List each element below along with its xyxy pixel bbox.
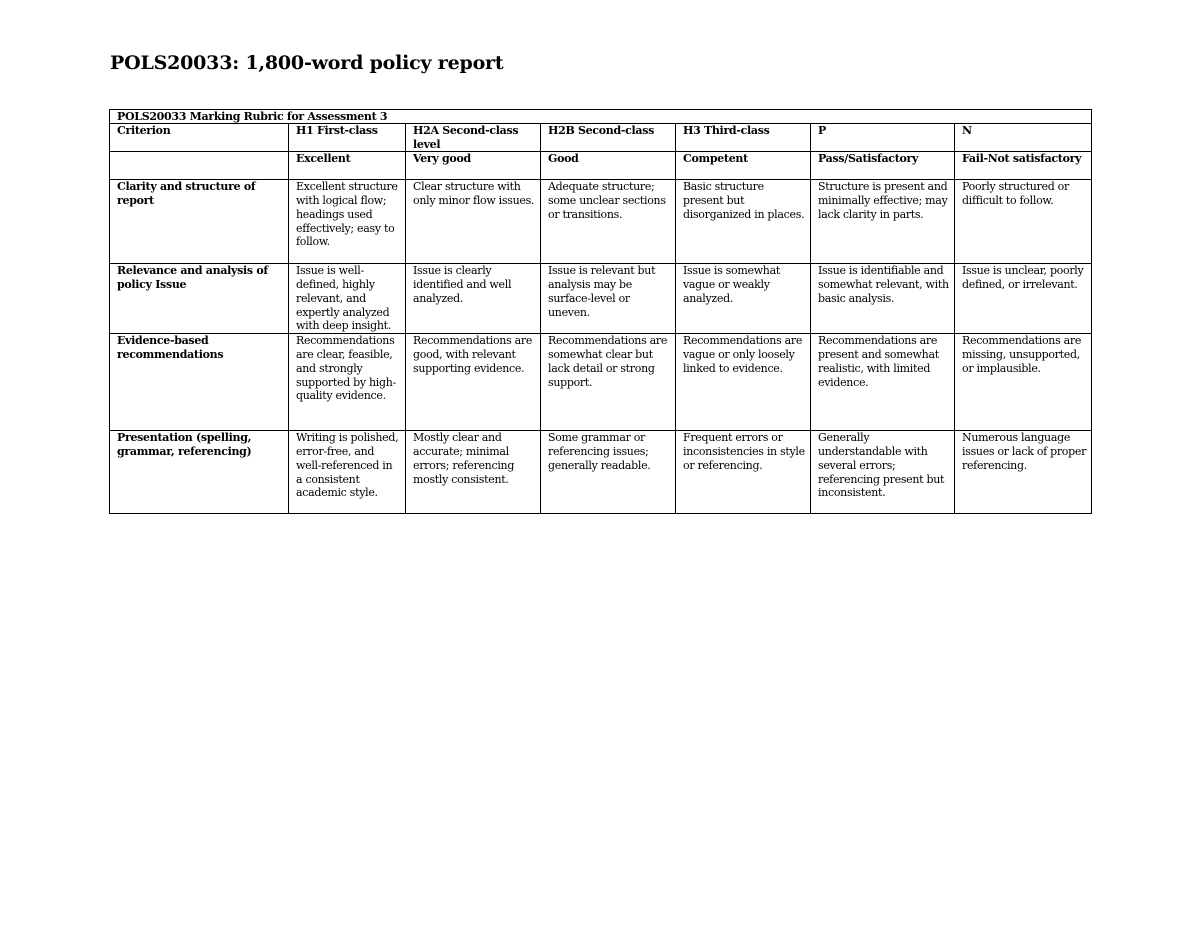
rubric-row-relevance	[110, 264, 1092, 334]
rubric-row-evidence	[110, 334, 1092, 431]
subheader-h3: Competent	[676, 152, 811, 180]
rubric-cell-h2a: Clear structure with only minor flow issues.	[406, 180, 541, 264]
page-title: POLS20033: 1,800-word policy report	[110, 52, 504, 74]
rubric-cell-n: Issue is unclear, poorly defined, or irrelevant.	[955, 264, 1092, 334]
header-h3: H3 Third-class	[676, 124, 811, 152]
header-h2b: H2B Second-class	[541, 124, 676, 152]
subheader-h2b: Good	[541, 152, 676, 180]
rubric-cell-h2a: Recommendations are good, with relevant supporting evidence.	[406, 334, 541, 431]
rubric-cell-h3: Issue is somewhat vague or weakly analyzed.	[676, 264, 811, 334]
marking-rubric-table	[109, 109, 1092, 514]
rubric-row-presentation	[110, 431, 1092, 514]
subheader-row	[110, 152, 1092, 180]
rubric-cell-h3: Basic structure present but disorganized in places.	[676, 180, 811, 264]
header-criterion: Criterion	[110, 124, 289, 152]
rubric-cell-h2b: Issue is relevant but analysis may be surface-level or uneven.	[541, 264, 676, 334]
rubric-cell-h3: Frequent errors or inconsistencies in style or referencing.	[676, 431, 811, 514]
subheader-h1: Excellent	[289, 152, 406, 180]
rubric-cell-h2b: Recommendations are somewhat clear but lack detail or strong support.	[541, 334, 676, 431]
header-row	[110, 124, 1092, 152]
rubric-cell-h2a: Mostly clear and accurate; minimal errors; referencing mostly consistent.	[406, 431, 541, 514]
rubric-cell-n: Numerous language issues or lack of proper referencing.	[955, 431, 1092, 514]
criterion-label: Presentation (spelling, grammar, referencing)	[110, 431, 289, 514]
subheader-empty	[110, 152, 289, 180]
criterion-label: Relevance and analysis of policy Issue	[110, 264, 289, 334]
rubric-caption: POLS20033 Marking Rubric for Assessment 3	[110, 110, 1092, 124]
rubric-row-clarity	[110, 180, 1092, 264]
rubric-cell-h2b: Some grammar or referencing issues; generally readable.	[541, 431, 676, 514]
rubric-cell-p: Issue is identifiable and somewhat relevant, with basic analysis.	[811, 264, 955, 334]
rubric-cell-p: Recommendations are present and somewhat realistic, with limited evidence.	[811, 334, 955, 431]
rubric-cell-h1: Excellent structure with logical flow; headings used effectively; easy to follow.	[289, 180, 406, 264]
header-h2a: H2A Second-class level	[406, 124, 541, 152]
header-p: P	[811, 124, 955, 152]
header-h1: H1 First-class	[289, 124, 406, 152]
rubric-cell-n: Poorly structured or difficult to follow.	[955, 180, 1092, 264]
subheader-n: Fail-Not satisfactory	[955, 152, 1092, 180]
caption-row	[110, 110, 1092, 124]
rubric-cell-p: Generally understandable with several errors; referencing present but inconsistent.	[811, 431, 955, 514]
rubric-cell-h2b: Adequate structure; some unclear sections or transitions.	[541, 180, 676, 264]
rubric-cell-h3: Recommendations are vague or only loosely linked to evidence.	[676, 334, 811, 431]
subheader-h2a: Very good	[406, 152, 541, 180]
criterion-label: Evidence-based recommendations	[110, 334, 289, 431]
rubric-cell-h2a: Issue is clearly identified and well analyzed.	[406, 264, 541, 334]
rubric-cell-h1: Issue is well-defined, highly relevant, and expertly analyzed with deep insight.	[289, 264, 406, 334]
criterion-label: Clarity and structure of report	[110, 180, 289, 264]
rubric-cell-p: Structure is present and minimally effective; may lack clarity in parts.	[811, 180, 955, 264]
rubric-cell-h1: Writing is polished, error-free, and well-referenced in a consistent academic style.	[289, 431, 406, 514]
rubric-cell-n: Recommendations are missing, unsupported, or implausible.	[955, 334, 1092, 431]
header-n: N	[955, 124, 1092, 152]
subheader-p: Pass/Satisfactory	[811, 152, 955, 180]
rubric-cell-h1: Recommendations are clear, feasible, and strongly supported by high-quality evidence.	[289, 334, 406, 431]
